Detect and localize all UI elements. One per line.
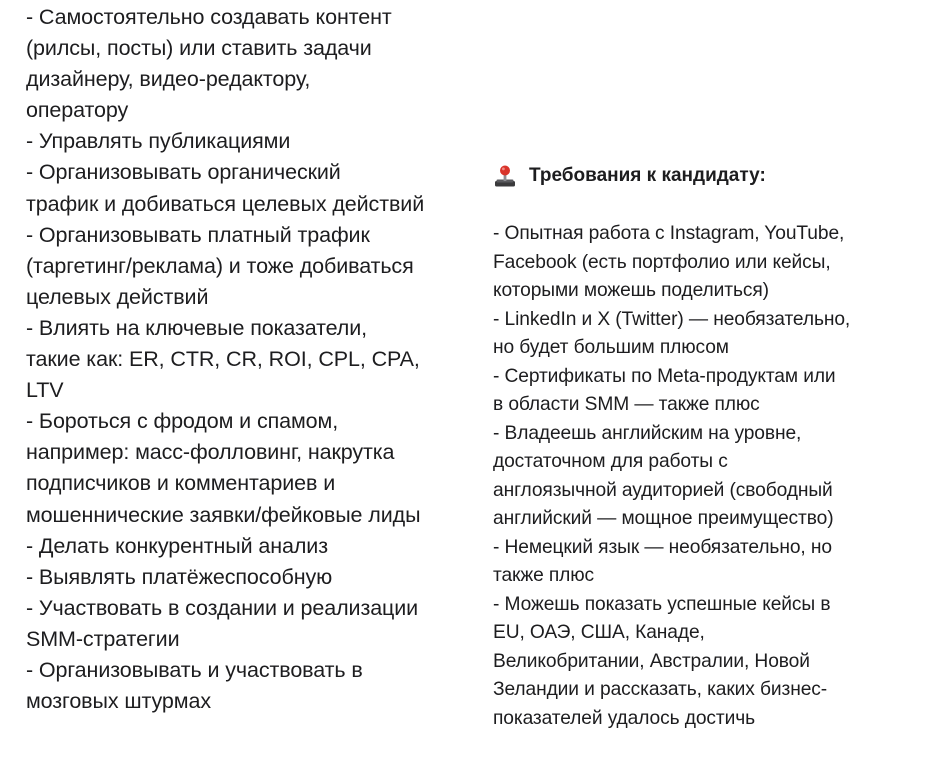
requirements-heading — [493, 160, 766, 192]
list-line: - Участвовать в создании и реализации — [26, 595, 419, 620]
list-line: которыми можешь поделиться) — [493, 280, 769, 301]
list-line: например: масс-фолловинг, накрутка — [26, 440, 395, 465]
list-line: - Владеешь английским на уровне, — [493, 422, 802, 444]
list-line: - Немецкий язык — необязательно, но — [493, 536, 832, 558]
list-line: - Самостоятельно создавать контент — [26, 5, 392, 29]
list-line: LTV — [26, 378, 64, 403]
list-line: (таргетинг/реклама) и тоже добиваться — [26, 253, 414, 278]
list-line: - Опытная работа с Instagram, YouTube, — [493, 223, 845, 244]
joystick-icon — [493, 164, 517, 188]
list-line: Facebook (есть портфолио или кейсы, — [493, 251, 831, 273]
list-line: - Можешь показать успешные кейсы в — [493, 593, 831, 615]
list-line: оператору — [26, 98, 129, 123]
heading-text: Требования к кандидату: — [529, 165, 766, 186]
responsibilities-list — [26, 2, 481, 717]
list-line: (рилсы, посты) или ставить задачи — [26, 36, 372, 61]
list-line: но будет большим плюсом — [493, 337, 729, 358]
list-line: англоязычной аудиторией (свободный — [493, 479, 833, 501]
list-line: - LinkedIn и X (Twitter) — необязательно, — [493, 308, 851, 330]
list-line: - Сертификаты по Meta-продуктам или — [493, 365, 836, 387]
list-line: целевых действий — [26, 284, 209, 309]
list-line: достаточном для работы с — [493, 451, 728, 472]
list-line: - Влиять на ключевые показатели, — [26, 315, 368, 340]
list-line: мозговых штурмах — [26, 689, 211, 714]
list-line: EU, ОАЭ, США, Канаде, — [493, 622, 705, 643]
list-line: в области SMM — также плюс — [493, 394, 760, 415]
list-line: - Организовывать платный трафик — [26, 222, 370, 247]
list-line: - Организовывать органический — [26, 160, 341, 185]
list-line: SMM-стратегии — [26, 626, 180, 651]
list-line: такие как: ER, CTR, CR, ROI, CPL, CPA, — [26, 347, 420, 372]
list-line: трафик и добиваться целевых действий — [26, 191, 425, 216]
list-line: - Организовывать и участвовать в — [26, 657, 363, 682]
list-line: показателей удалось достичь — [493, 707, 755, 729]
list-line: Зеландии и рассказать, каких бизнес- — [493, 679, 828, 700]
list-line: - Управлять публикациями — [26, 129, 291, 154]
list-line: Великобритании, Австралии, Новой — [493, 650, 810, 672]
list-line: также плюс — [493, 565, 595, 586]
list-line: подписчиков и комментариев и — [26, 471, 336, 496]
list-line: мошеннические заявки/фейковые лиды — [26, 502, 421, 527]
list-line: - Выявлять платёжеспособную — [26, 564, 333, 589]
list-line: дизайнеру, видео-редактору, — [26, 67, 311, 92]
requirements-list — [493, 220, 943, 733]
list-line: английский — мощное преимущество) — [493, 508, 834, 529]
list-line: - Бороться с фродом и спамом, — [26, 409, 339, 434]
list-line: - Делать конкурентный анализ — [26, 533, 328, 558]
